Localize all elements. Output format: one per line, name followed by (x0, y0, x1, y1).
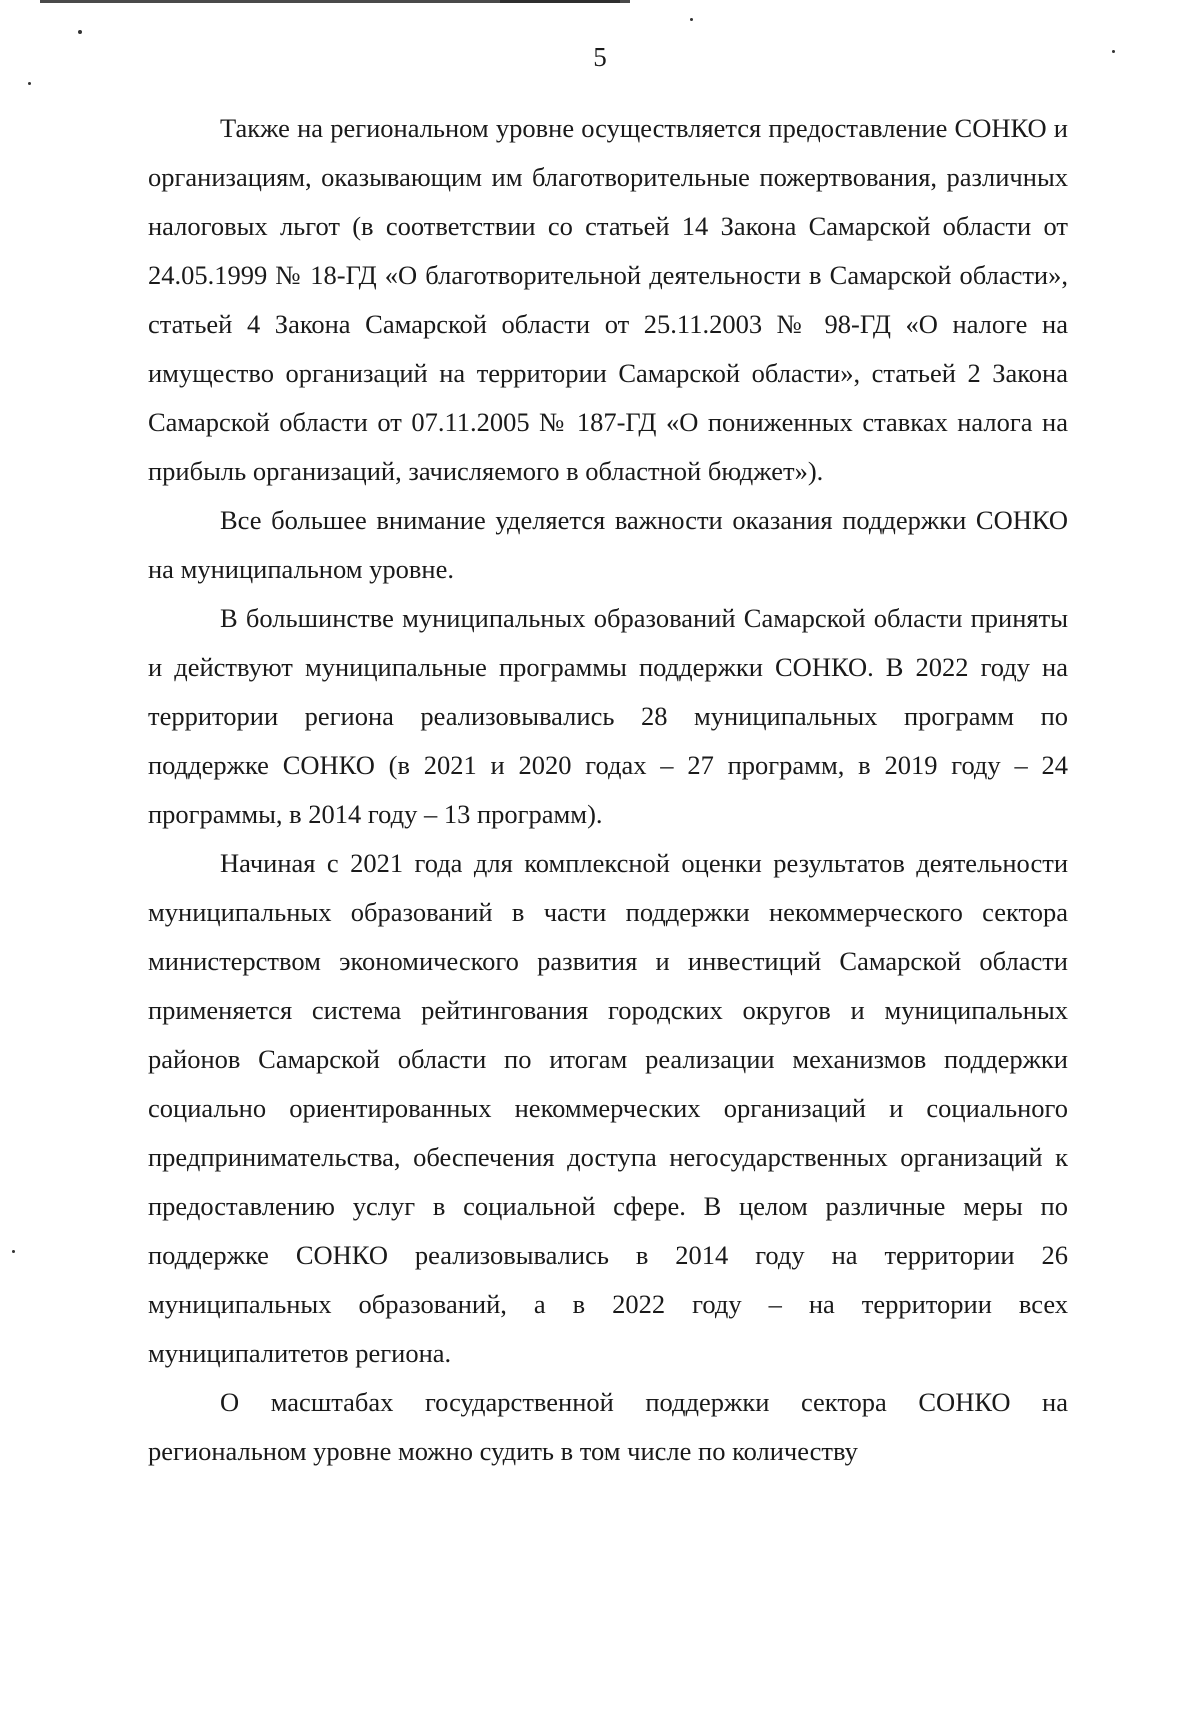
paragraph-municipal-programs: В большинстве муниципальных образований Самарской области приняты и действуют муниципальные программы поддержки СОНКО. В 2022 году на территории региона реализовывались 28 муниципальных программ по поддержке СОНКО (в 2021 и 2020 годах – 27 программ, в 2019 году – 24 программы, в 2014 году – 13 программ). (148, 603, 1068, 829)
paragraph-state-support-scale: О масштабах государственной поддержки сектора СОНКО на региональном уровне можно судить в том числе по количеству (148, 1387, 1068, 1466)
paragraph-municipal-attention: Все большее внимание уделяется важности оказания поддержки СОНКО на муниципальном уровне. (148, 505, 1068, 584)
scan-speck (28, 82, 31, 85)
paragraph-tax-benefits: Также на региональном уровне осуществляется предоставление СОНКО и организациям, оказывающим им благотворительные пожертвования, различных налоговых льгот (в соответствии со статьей 14 Закона Самарской области от 24.05.1999 № 18-ГД «О благотворительной деятельности в Самарской области», статьей 4 Закона Самарской области от 25.11.2003 № 98-ГД «О налоге на имущество организаций на территории Самарской области», статьей 2 Закона Самарской области от 07.11.2005 № 187-ГД «О пониженных ставках налога на прибыль организаций, зачисляемого в областной бюджет»). (148, 113, 1068, 486)
page-number: 5 (593, 42, 607, 72)
scan-speck (690, 18, 693, 21)
scan-edge-line (500, 0, 630, 3)
scan-speck (78, 30, 82, 34)
document-body (148, 104, 1068, 1476)
scan-speck (12, 1250, 15, 1253)
paragraph-rating-system: Начиная с 2021 года для комплексной оценки результатов деятельности муниципальных образований в части поддержки некоммерческого сектора министерством экономического развития и инвестиций Самарской области применяется система рейтингования городских округов и муниципальных районов Самарской области по итогам реализации механизмов поддержки социально ориентированных некоммерческих организаций и социального предпринимательства, обеспечения доступа негосударственных организаций к предоставлению услуг в социальной сфере. В целом различные меры по поддержке СОНКО реализовывались в 2014 году на территории 26 муниципальных образований, а в 2022 году – на территории всех муниципалитетов региона. (148, 848, 1068, 1368)
